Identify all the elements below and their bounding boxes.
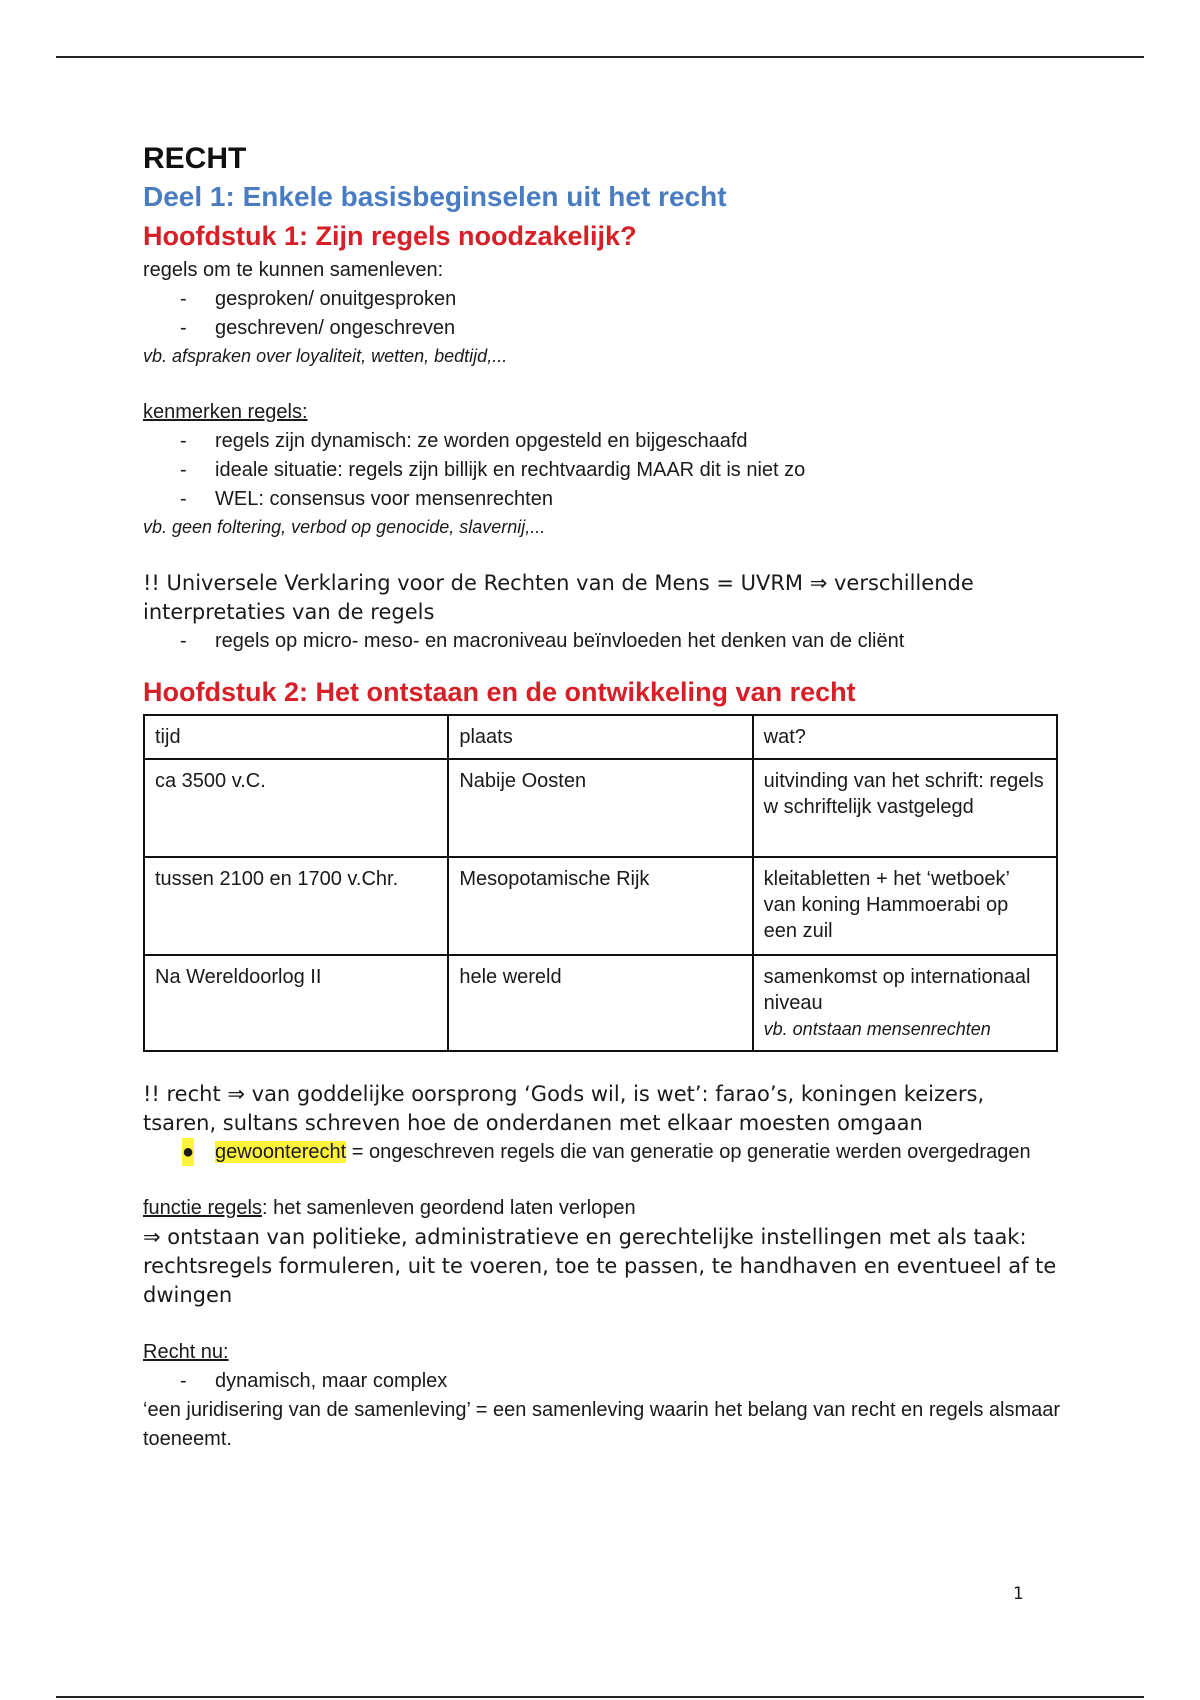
bullet-icon: ● — [182, 1138, 194, 1166]
table-row — [144, 955, 1057, 1051]
list-item: - dynamisch, maar complex — [180, 1367, 1063, 1396]
features-label: kenmerken regels: — [143, 401, 308, 423]
list-item: - regels op micro- meso- en macroniveau beïnvloeden het denken van de cliënt — [180, 627, 1063, 656]
function-rest: : het samenleven geordend laten verlopen — [261, 1197, 636, 1219]
features-list — [143, 427, 1063, 514]
closing-text: ‘een juridisering van de samenleving’ = een samenleving waarin het belang van recht en regels alsmaar toeneemt. — [143, 1399, 1061, 1450]
document-page — [143, 140, 1063, 1454]
header-cell-tijd: tijd — [144, 715, 448, 759]
highlighted-term: gewoonterecht — [215, 1141, 347, 1163]
header-cell-wat: wat? — [753, 715, 1057, 759]
cell-tijd: ca 3500 v.C. — [144, 759, 448, 857]
example-2: vb. geen foltering, verbod op genocide, slavernij,... — [143, 517, 546, 537]
levels-list — [143, 627, 1063, 656]
list-item: - gesproken/ onuitgesproken — [180, 285, 1063, 314]
table-row — [144, 857, 1057, 955]
rules-kind-list — [143, 285, 1063, 343]
cell-plaats: Nabije Oosten — [448, 759, 752, 857]
term-definition: = ongeschreven regels die van generatie op generatie werden overgedragen — [346, 1141, 1031, 1163]
history-table — [143, 714, 1058, 1052]
list-item: - geschreven/ ongeschreven — [180, 314, 1063, 343]
cell-tijd: Na Wereldoorlog II — [144, 955, 448, 1051]
list-item: - ideale situatie: regels zijn billijk en rechtvaardig MAAR dit is niet zo — [180, 456, 1063, 485]
page-number: 1 — [1013, 1584, 1024, 1604]
cell-wat-example: vb. ontstaan mensenrechten — [763, 1019, 991, 1039]
function-text: ⇒ ontstaan van politieke, administratieve en gerechtelijke instellingen met als taak: rechtsregels formuleren, uit te voeren, toe te passen, te handhaven en eventueel af te dwingen — [143, 1225, 1057, 1307]
top-rule — [56, 56, 1144, 58]
function-label: functie regels — [143, 1197, 262, 1219]
table-header-row — [144, 715, 1057, 759]
document-title: RECHT — [143, 142, 247, 175]
header-cell-plaats: plaats — [448, 715, 752, 759]
cell-tijd: tussen 2100 en 1700 v.Chr. — [144, 857, 448, 955]
bottom-rule — [56, 1696, 1144, 1698]
customary-law-list — [143, 1138, 1063, 1166]
chapter-2-heading: Hoofdstuk 2: Het ontstaan en de ontwikkeling van recht — [143, 677, 856, 707]
part-heading: Deel 1: Enkele basisbeginselen uit het recht — [143, 181, 727, 212]
origin-note: !! recht ⇒ van goddelijke oorsprong ‘Gods wil, is wet’: farao’s, koningen keizers, tsaren, sultans schreven hoe de onderdanen met elkaar moesten omgaan — [143, 1082, 985, 1135]
now-list — [143, 1367, 1063, 1396]
table-row — [144, 759, 1057, 857]
example-1: vb. afspraken over loyaliteit, wetten, bedtijd,... — [143, 346, 508, 366]
function-line — [143, 1194, 1063, 1223]
list-item — [180, 1138, 1063, 1166]
cell-wat — [753, 955, 1057, 1051]
chapter-1-intro: regels om te kunnen samenleven: — [143, 259, 444, 281]
list-item: - regels zijn dynamisch: ze worden opgesteld en bijgeschaafd — [180, 427, 1063, 456]
cell-wat-text: samenkomst op internationaal niveau — [763, 966, 1031, 1014]
now-label: Recht nu: — [143, 1341, 229, 1363]
cell-plaats: Mesopotamische Rijk — [448, 857, 752, 955]
chapter-1-heading: Hoofdstuk 1: Zijn regels noodzakelijk? — [143, 221, 637, 251]
cell-plaats: hele wereld — [448, 955, 752, 1051]
cell-wat: kleitabletten + het ‘wetboek’ van koning Hammoerabi op een zuil — [753, 857, 1057, 955]
cell-wat: uitvinding van het schrift: regels w schriftelijk vastgelegd — [753, 759, 1057, 857]
list-item: - WEL: consensus voor mensenrechten — [180, 485, 1063, 514]
uvrm-note: !! Universele Verklaring voor de Rechten van de Mens = UVRM ⇒ verschillende interpretaties van de regels — [143, 571, 974, 624]
